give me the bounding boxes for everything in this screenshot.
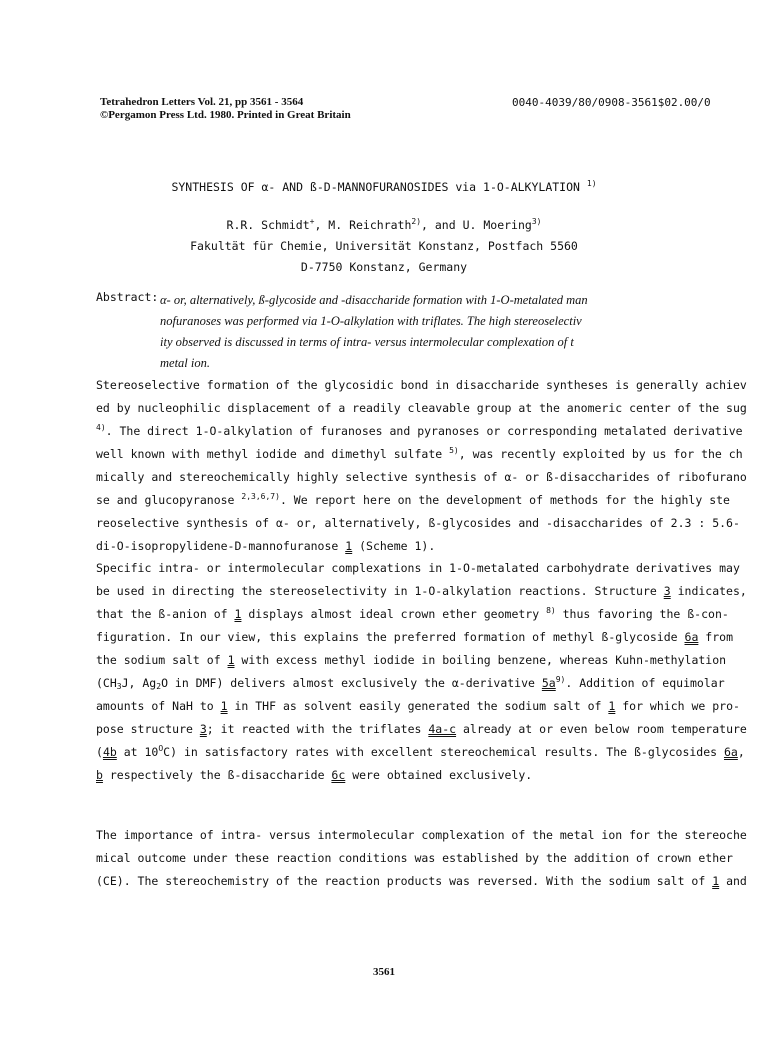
text-span: for which we pro- [615,699,740,713]
compound-ref: 1 [227,653,235,667]
text-span: (CH [96,676,117,690]
author-1: R.R. Schmidt [226,218,310,232]
compound-ref: 1 [608,699,616,713]
publisher-line: ©Pergamon Press Ltd. 1980. Printed in Great Britain [100,109,351,121]
paragraph-1 [96,374,758,558]
text-line [96,580,758,603]
text-span: ( [96,745,103,759]
text-span: ; it reacted with the triflates [206,722,429,736]
compound-ref: 5a [541,676,556,690]
compound-ref: 4a-c [428,722,457,736]
abstract-line: nofuranoses was performed via 1-O-alkylation with triflates. The high stereoselectiv [160,314,582,328]
journal-line: Tetrahedron Letters Vol. 21, pp 3561 - 3564 [100,96,304,108]
text-span: be used in directing the stereoselectivity in 1-O-alkylation reactions. Structure [96,584,664,598]
text-span: figuration. In our view, this explains the preferred formation of methyl ß-glycoside [96,630,685,644]
text-span: from [698,630,733,644]
text-line [96,870,758,893]
author-2: , M. Reichrath [314,218,412,232]
text-span: (Scheme 1). [352,539,436,553]
text-span: at 10 [116,745,159,759]
text-line [96,489,758,512]
subscript: 3 [116,682,122,691]
degree-mark: O [158,744,164,753]
text-span: amounts of NaH to [96,699,221,713]
text-line [96,764,758,787]
text-line: mical outcome under these reaction conditions was established by the addition of crown ether [96,851,733,865]
text-span: se and glucopyranose [96,493,242,507]
text-line [96,741,758,764]
citation: 9) [555,675,566,684]
compound-ref: 6c [331,768,346,782]
compound-ref: 6a [684,630,699,644]
text-span: di-O-isopropylidene-D-mannofuranose [96,539,346,553]
journal-header [100,96,351,122]
text-line [96,626,758,649]
text-span: (CE). The stereochemistry of the reaction products was reversed. With the sodium salt of [96,874,713,888]
affiliation-line-1: Fakultät für Chemie, Universität Konstanz, Postfach 5560 [190,239,578,253]
text-line [96,649,758,672]
text-line: reoselective synthesis of α- or, alternatively, ß-glycosides and -disaccharides of 2.3 : 5.6- [96,516,740,530]
text-span: that the ß-anion of [96,607,235,621]
text-span: pose structure [96,722,200,736]
title-text: SYNTHESIS OF α- AND ß-D-MANNOFURANOSIDES via 1-O-ALKYLATION [171,180,580,194]
author-3: , and U. Moering [421,218,532,232]
compound-ref: 1 [234,607,242,621]
paragraph-3 [96,824,758,893]
abstract-text [160,290,756,374]
abstract-line: ity observed is discussed in terms of intra- versus intermolecular complexation of t [160,335,574,349]
compound-ref: 6a [723,745,738,759]
citation: 2,3,6,7) [241,492,280,501]
text-line [96,603,758,626]
text-span: with excess methyl iodide in boiling benzene, whereas Kuhn-methylation [234,653,727,667]
text-span: indicates, [670,584,747,598]
text-line [96,443,758,466]
text-line: Stereoselective formation of the glycosidic bond in disaccharide syntheses is generally achiev [96,378,747,392]
text-line [96,535,758,558]
text-span: already at or even below room temperature [456,722,747,736]
compound-ref: 3 [663,584,671,598]
text-span: O in DMF) delivers almost exclusively the α-derivative [161,676,542,690]
paragraph-2 [96,557,758,787]
text-line [96,695,758,718]
text-span: , [737,745,745,759]
text-span: . The direct 1-O-alkylation of furanoses and pyranoses or corresponding metalated derivative [105,424,743,438]
author-1-mark: + [309,217,315,226]
author-3-ref: 3) [531,217,542,226]
text-span: thus favoring the ß-con- [555,607,729,621]
citation: 8) [546,606,556,615]
paper-title [0,180,768,194]
citation: 5) [449,446,459,455]
abstract-label: Abstract: [96,290,159,304]
compound-ref: 4b [102,745,117,759]
text-line [96,672,758,695]
text-span: in THF as solvent easily generated the sodium salt of [227,699,609,713]
text-span: . We report here on the development of methods for the highly ste [279,493,730,507]
text-span: . Addition of equimolar [565,676,725,690]
text-line: ed by nucleophilic displacement of a readily cleavable group at the anomeric center of the sug [96,401,747,415]
article-code: 0040-4039/80/0908-3561$02.00/0 [512,96,711,109]
text-span: were obtained exclusively. [345,768,533,782]
compound-ref: b [96,768,103,782]
text-span: , was recently exploited by us for the ch [458,447,743,461]
text-line [96,718,758,741]
title-footnote-ref: 1) [586,179,597,188]
page-number: 3561 [373,966,395,978]
text-span: respectively the ß-disaccharide [102,768,332,782]
text-span: and [719,874,747,888]
author-2-ref: 2) [411,217,422,226]
abstract-line: α- or, alternatively, ß-glycoside and -disaccharide formation with 1-O-metalated man [160,293,588,307]
author-list [0,218,768,232]
compound-ref: 1 [345,539,353,553]
text-line: mically and stereochemically highly selective synthesis of α- or ß-disaccharides of ribofurano [96,470,747,484]
citation: 4) [96,423,106,432]
affiliation-line-2: D-7750 Konstanz, Germany [300,260,468,274]
text-line: Specific intra- or intermolecular complexations in 1-O-metalated carbohydrate derivatives may [96,561,740,575]
text-span: the sodium salt of [96,653,228,667]
compound-ref: 1 [712,874,720,888]
text-span: J, Ag [121,676,157,690]
text-line [96,420,758,443]
compound-ref: 1 [220,699,228,713]
text-span: well known with methyl iodide and dimethyl sulfate [96,447,450,461]
abstract-line: metal ion. [160,356,210,370]
compound-ref: 3 [199,722,207,736]
text-span: displays almost ideal crown ether geometry [241,607,547,621]
text-line: The importance of intra- versus intermolecular complexation of the metal ion for the stereoche [96,828,747,842]
subscript: 2 [156,682,162,691]
text-span: C) in satisfactory rates with excellent stereochemical results. The ß-glycosides [163,745,724,759]
